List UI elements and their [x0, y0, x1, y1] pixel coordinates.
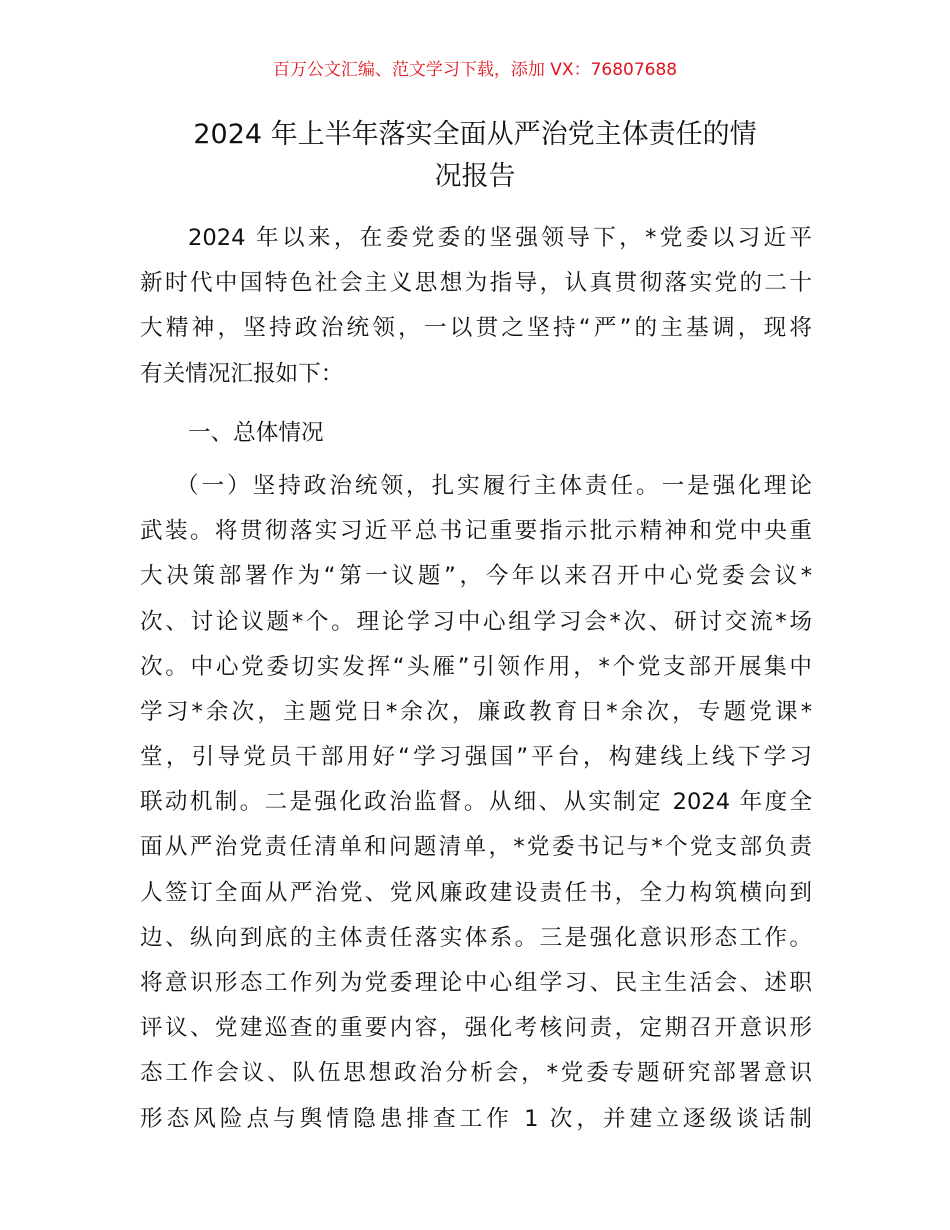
- intro-line: 2024 年以来，在委党委的坚强领导下，*党委以习近平: [188, 225, 812, 251]
- document-title: [140, 114, 810, 198]
- document-body: [140, 216, 812, 1142]
- paragraph-line: 人签订全面从严治党、党风廉政建设责任书，全力构筑横向到: [140, 879, 812, 906]
- intro-line: 有关情况汇报如下：: [140, 360, 344, 387]
- paragraph-line: 次。中心党委切实发挥“头雁”引领作用，*个党支部开展集中: [140, 653, 812, 680]
- paragraph-line: 形态风险点与舆情隐患排查工作 1 次，并建立逐级谈话制: [140, 1105, 812, 1132]
- paragraph-line: 评议、党建巡查的重要内容，强化考核问责，定期召开意识形: [140, 1015, 812, 1042]
- paragraph-line: 大决策部署作为“第一议题”，今年以来召开中心党委会议*: [140, 563, 812, 590]
- paragraph-line: 边、纵向到底的主体责任落实体系。三是强化意识形态工作。: [140, 924, 812, 951]
- title-line-1: 2024 年上半年落实全面从严治党主体责任的情: [193, 119, 757, 150]
- paragraph-line: 联动机制。二是强化政治监督。从细、从实制定 2024 年度全: [140, 789, 812, 816]
- intro-line: 新时代中国特色社会主义思想为指导，认真贯彻落实党的二十: [140, 270, 812, 297]
- intro-paragraph: [140, 216, 812, 397]
- paragraph-line: 将意识形态工作列为党委理论中心组学习、民主生活会、述职: [140, 970, 812, 996]
- section1-paragraph: [140, 464, 812, 1142]
- paragraph-line: 次、讨论议题*个。理论学习中心组学习会*次、研讨交流*场: [140, 608, 812, 635]
- paragraph-line: 面从严治党责任清单和问题清单，*党委书记与*个党支部负责: [140, 834, 812, 861]
- paragraph-line: （一）坚持政治统领，扎实履行主体责任。一是强化理论: [176, 472, 812, 499]
- paragraph-line: 武装。将贯彻落实习近平总书记重要指示批示精神和党中央重: [140, 518, 812, 545]
- intro-line: 大精神，坚持政治统领，一以贯之坚持“严”的主基调，现将: [140, 315, 812, 342]
- paragraph-line: 学习*余次，主题党日*余次，廉政教育日*余次，专题党课*: [140, 698, 812, 725]
- section-heading-overall: 一、总体情况: [188, 419, 324, 446]
- paragraph-line: 堂，引导党员干部用好“学习强国”平台，构建线上线下学习: [140, 744, 812, 771]
- paragraph-line: 态工作会议、队伍思想政治分析会，*党委专题研究部署意识: [140, 1060, 812, 1087]
- title-line-2: 况报告: [434, 161, 516, 192]
- watermark-banner: 百万公文汇编、范文学习下载，添加 VX：76807688: [272, 60, 678, 80]
